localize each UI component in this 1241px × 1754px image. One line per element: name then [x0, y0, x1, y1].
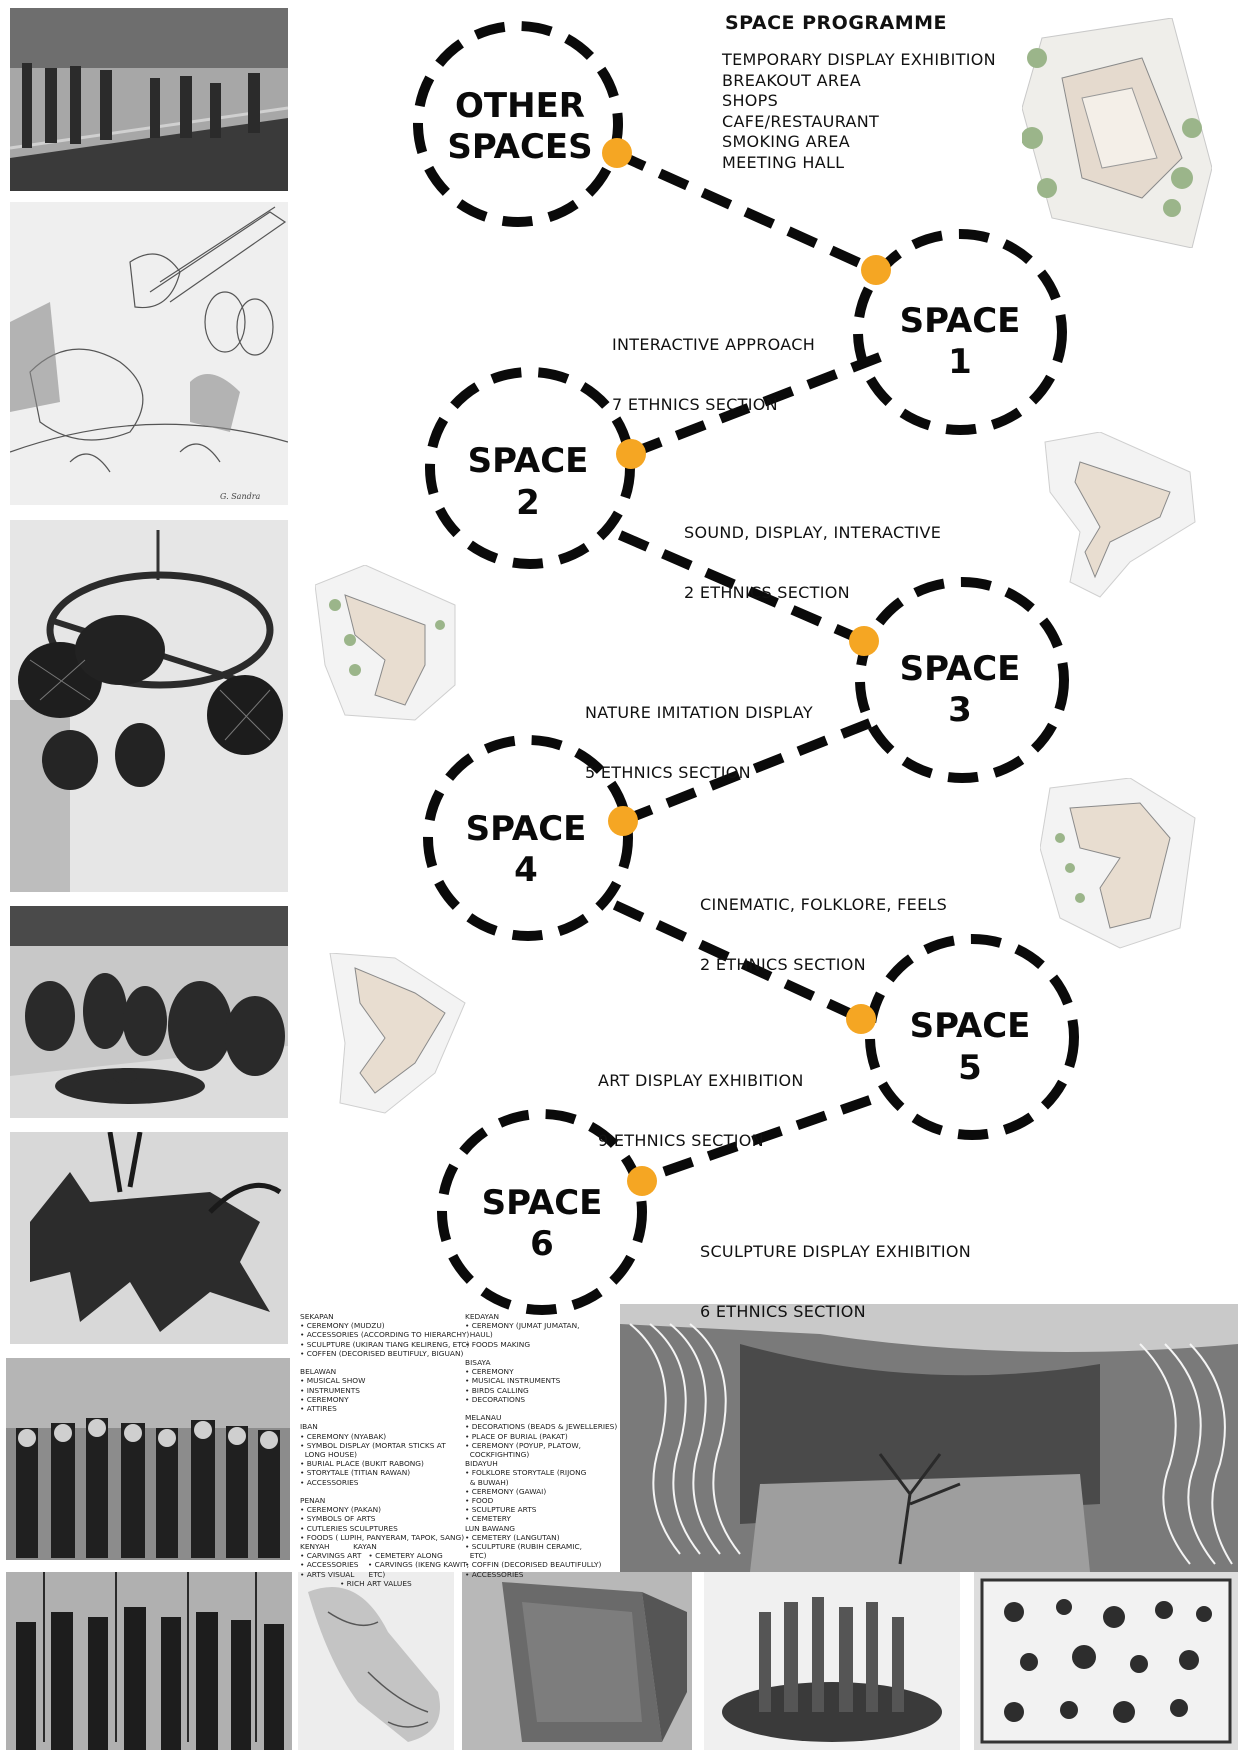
- programme-item: SMOKING AREA: [722, 132, 850, 151]
- node-dot-3: [849, 626, 879, 656]
- space-label-1-line2: 1: [948, 342, 972, 382]
- space-4-approach: CINEMATIC, FOLKLORE, FEELS: [700, 895, 948, 914]
- space-label-other-line1: OTHER: [455, 86, 585, 126]
- space-3-description: [585, 663, 813, 803]
- space-6-description: [700, 1202, 971, 1342]
- space-2-description: [684, 483, 941, 623]
- space-1-approach: INTERACTIVE APPROACH: [612, 335, 816, 354]
- space-2-approach: SOUND, DISPLAY, INTERACTIVE: [684, 523, 942, 542]
- space-5-approach: ART DISPLAY EXHIBITION: [598, 1071, 804, 1090]
- node-dot-other: [602, 138, 632, 168]
- space-label-5-line2: 5: [958, 1048, 982, 1088]
- space-5-ethnics: 9 ETHNICS SECTION: [598, 1131, 764, 1150]
- space-4-ethnics: 2 ETHNICS SECTION: [700, 955, 866, 974]
- sketch-credit: G. Sandra: [220, 492, 261, 501]
- space-label-6-line1: SPACE: [481, 1183, 603, 1223]
- programme-item: MEETING HALL: [722, 152, 845, 172]
- ethnic-list-right: KEDAYAN • CEREMONY (JUMAT JUMATAN, HAUL) • FOODS MAKING BISAYA • CEREMONY • MUSICAL INSTRUMENTS • BIRDS CALLING • DECORATIONS MELANAU • DECORATIONS (BEADS & JEWELLERIES) • PLACE OF BURIAL (PAKAT) • CEREMONY (POYUP, PLATOW, COCKFIGHTING) BIDAYUH • FOLKLORE STORYTALE (RIJONG & BUWAH) • CEREMONY (GAWAI) • FOOD • SCULPTURE ARTS • CEMETERY LUN BAWANG • CEMETERY (LANGUTAN) • SCULPTURE (RUBIH CERAMIC, ETC) • COFFIN (DECORISED BEAUTIFULLY) • ACCESSORIES: [465, 1312, 618, 1579]
- connector-other-1: [617, 154, 875, 270]
- programme-item: SHOPS: [722, 91, 779, 110]
- space-3-approach: NATURE IMITATION DISPLAY: [585, 703, 813, 722]
- programme-item: CAFE/RESTAURANT: [722, 111, 880, 131]
- space-label-4-line2: 4: [514, 850, 538, 890]
- space-5-description: [598, 1031, 804, 1171]
- space-label-3-line1: SPACE: [899, 649, 1021, 689]
- space-1-ethnics: 7 ETHNICS SECTION: [612, 395, 778, 414]
- node-dot-4: [608, 806, 638, 836]
- ethnic-list-left: SEKAPAN • CEREMONY (MUDZU) • ACCESSORIES (ACCORDING TO HIERARCHY) • SCULPTURE (UKIRAN TIANG KELIRENG, ETC) • COFFEN (DECORISED BEUTIFULY, BIGUAN) BELAWAN • MUSICAL SHOW • INSTRUMENTS • CEREMONY • ATTIRES IBAN • CEREMONY (NYABAK) • SYMBOL DISPLAY (MORTAR STICKS AT LONG HOUSE) • BURIAL PLACE (BUKIT RABONG) • STORYTALE (TITIAN RAWAN) • ACCESSORIES PENAN • CEREMONY (PAKAN) • SYMBOLS OF ARTS • CUTLERIES SCULPTURES • FOODS ( LUPIH, PANYERAM, TAPOK, SANG) KENYAH KAYAN • CARVINGS ART • CEMETERY ALONG • ACCESSORIES • CARVINGS (IKENG KAWIT, • ARTS VISUAL ETC) • RICH ART VALUES: [300, 1312, 470, 1588]
- space-label-6-line2: 6: [530, 1224, 554, 1264]
- programme-title: SPACE PROGRAMME: [725, 12, 948, 34]
- node-dot-2: [616, 439, 646, 469]
- space-label-5-line1: SPACE: [909, 1006, 1031, 1046]
- space-6-ethnics: 6 ETHNICS SECTION: [700, 1302, 866, 1321]
- space-label-3-line2: 3: [948, 690, 972, 730]
- node-dot-5: [846, 1004, 876, 1034]
- space-label-2-line2: 2: [516, 483, 540, 523]
- programme-item: TEMPORARY DISPLAY EXHIBITION: [722, 50, 996, 69]
- space-3-ethnics: 5 ETHNICS SECTION: [585, 763, 751, 782]
- space-label-2-line1: SPACE: [467, 441, 589, 481]
- space-4-description: [700, 855, 947, 995]
- space-label-1-line1: SPACE: [899, 301, 1021, 341]
- node-dot-1: [861, 255, 891, 285]
- space-label-4-line1: SPACE: [465, 809, 587, 849]
- space-2-ethnics: 2 ETHNICS SECTION: [684, 583, 850, 602]
- space-label-other-line2: SPACES: [447, 127, 593, 167]
- space-6-approach: SCULPTURE DISPLAY EXHIBITION: [700, 1242, 972, 1261]
- programme-item: BREAKOUT AREA: [722, 70, 861, 90]
- space-1-description: [612, 295, 815, 435]
